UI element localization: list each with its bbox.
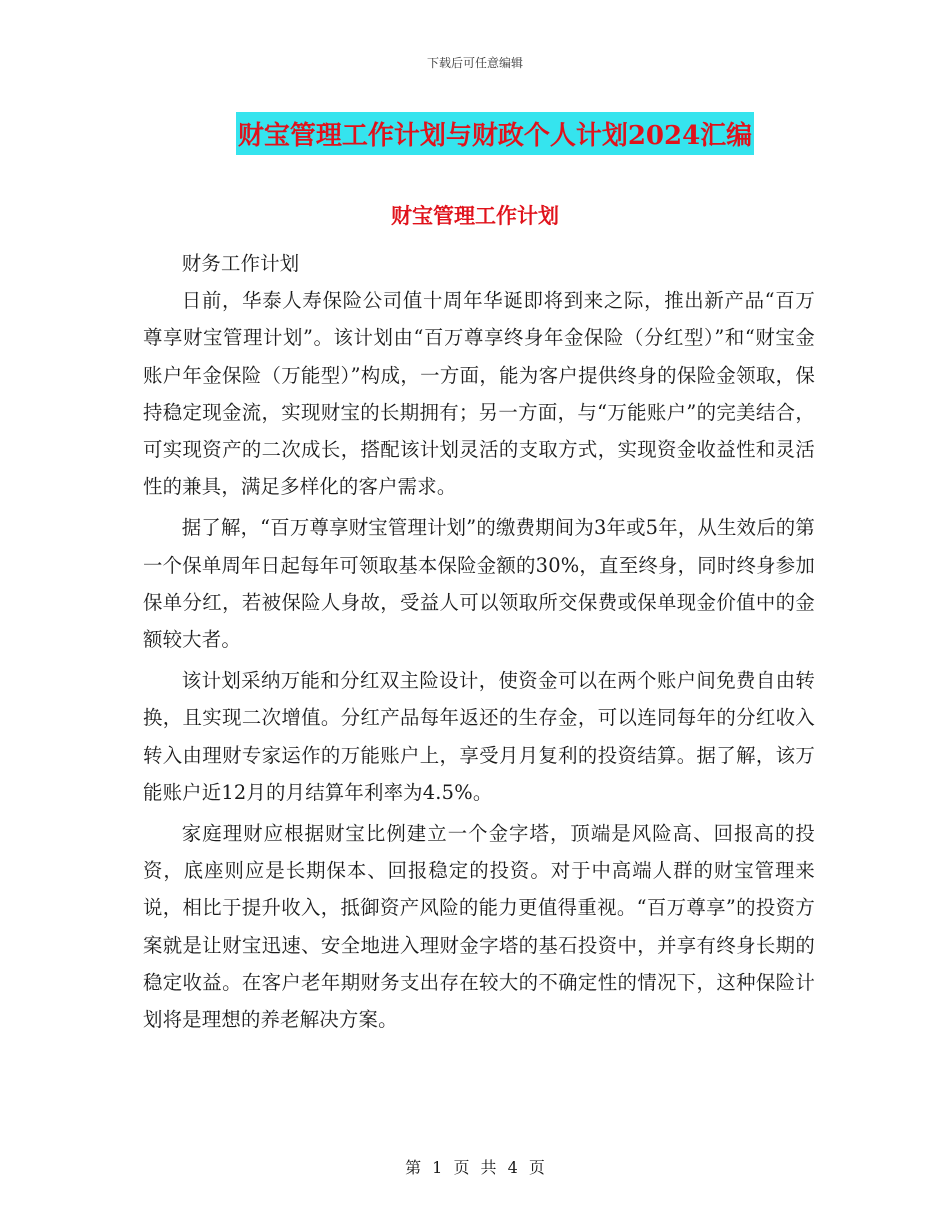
paragraph-1: 日前，华泰人寿保险公司值十周年华诞即将到来之际，推出新产品“百万尊享财宝管理计划”。该计划由“百万尊享终身年金保险（分红型）”和“财宝金账户年金保险（万能型）”构成，一方面，能为客户提供终身的保险金领取，保持稳定现金流，实现财宝的长期拥有；另一方面，与“万能账户”的完美结合，可实现资产的二次成长，搭配该计划灵活的支取方式，实现资金收益性和灵活性的兼具，满足多样化的客户需求。 — [143, 289, 815, 499]
document-title-text: 财宝管理工作计划与财政个人计划2024汇编 — [236, 112, 754, 155]
section-title: 财宝管理工作计划 — [391, 203, 559, 228]
document-body — [143, 245, 815, 1042]
paragraph-2: 据了解，“百万尊享财宝管理计划”的缴费期间为3年或5年，从生效后的第一个保单周年日起每年可领取基本保险金额的30%，直至终身，同时终身参加保单分红，若被保险人身故，受益人可以领取所交保费或保单现金价值中的金额较大者。 — [143, 516, 815, 652]
paragraph-3: 该计划采纳万能和分红双主险设计，使资金可以在两个账户间免费自由转换，且实现二次增值。分红产品每年返还的生存金，可以连同每年的分红收入转入由理财专家运作的万能账户上，享受月月复利的投资结算。据了解，该万能账户近12月的月结算年利率为4.5%。 — [143, 669, 815, 804]
paragraph-4: 家庭理财应根据财宝比例建立一个金字塔，顶端是风险高、回报高的投资，底座则应是长期保本、回报稳定的投资。对于中高端人群的财宝管理来说，相比于提升收入，抵御资产风险的能力更值得重视。“百万尊享”的投资方案就是让财宝迅速、安全地进入理财金字塔的基石投资中，并享有终身长期的稳定收益。在客户老年期财务支出存在较大的不确定性的情况下，这种保险计划将是理想的养老解决方案。 — [143, 822, 815, 1032]
header-note: 下载后可任意编辑 — [426, 56, 523, 70]
document-title — [0, 112, 950, 155]
page-footer: 第 1 页 共 4 页 — [405, 1158, 545, 1177]
subheading: 财务工作计划 — [181, 252, 300, 275]
